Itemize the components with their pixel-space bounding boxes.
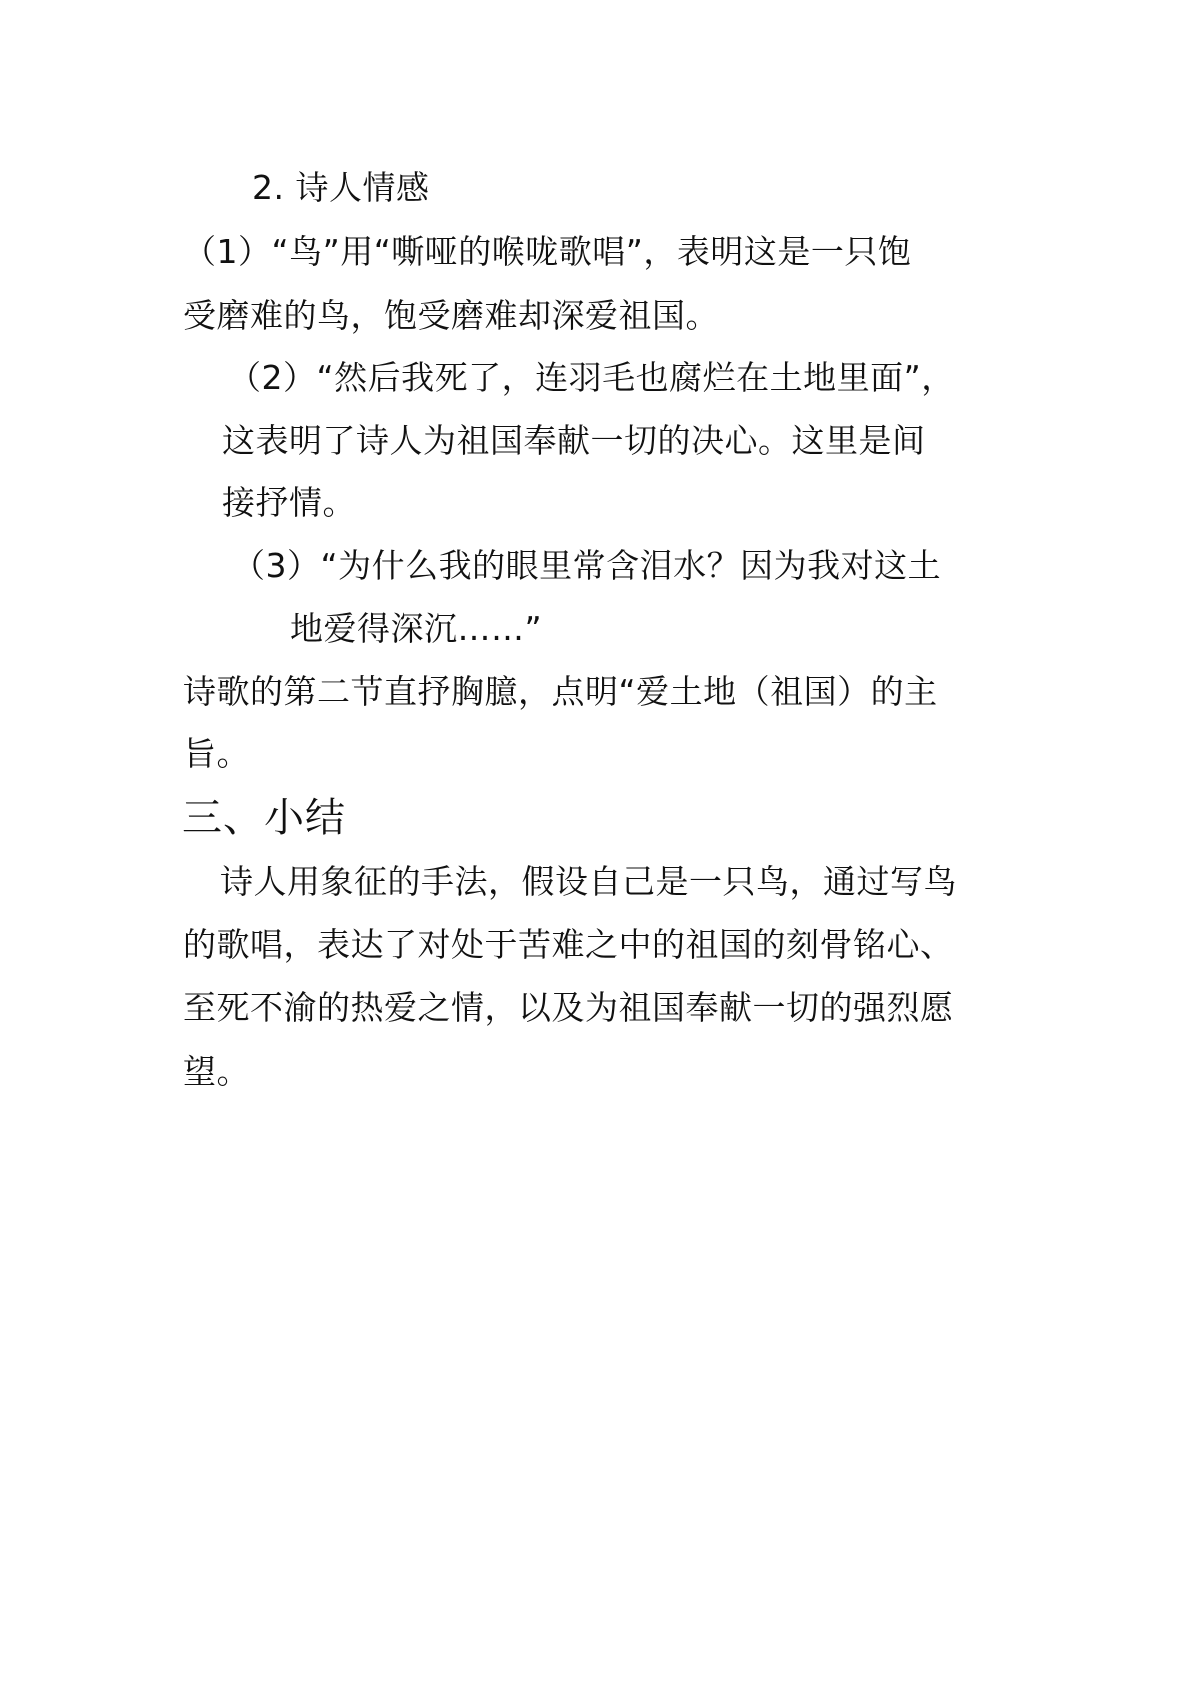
section-title: 2. 诗人情感 <box>252 168 430 207</box>
conclusion-line-1: 诗人用象征的手法，假设自己是一只鸟，通过写鸟 <box>220 862 957 901</box>
conclusion-line-3: 至死不渝的热爱之情，以及为祖国奉献一切的强烈愿 <box>183 988 954 1027</box>
summary-line-2: 旨。 <box>183 734 250 773</box>
item-2-line-3: 接抒情。 <box>222 483 356 522</box>
item-1-line-1: （1）“鸟”用“嘶哑的喉咙歌唱”，表明这是一只饱 <box>183 232 912 271</box>
section-heading-summary: 三、小结 <box>182 795 346 841</box>
item-2-line-1: （2）“然后我死了，连羽毛也腐烂在土地里面”， <box>228 358 955 397</box>
conclusion-line-2: 的歌唱，表达了对处于苦难之中的祖国的刻骨铭心、 <box>183 925 954 964</box>
conclusion-line-4: 望。 <box>183 1052 250 1091</box>
item-1-line-2: 受磨难的鸟，饱受磨难却深爱祖国。 <box>183 296 719 335</box>
item-2-line-2: 这表明了诗人为祖国奉献一切的决心。这里是间 <box>222 421 926 460</box>
summary-line-1: 诗歌的第二节直抒胸臆，点明“爱土地（祖国）的主 <box>183 672 938 711</box>
item-3-line-1: （3）“为什么我的眼里常含泪水？因为我对这土 <box>232 546 942 585</box>
item-3-line-2: 地爱得深沉……” <box>290 609 543 648</box>
